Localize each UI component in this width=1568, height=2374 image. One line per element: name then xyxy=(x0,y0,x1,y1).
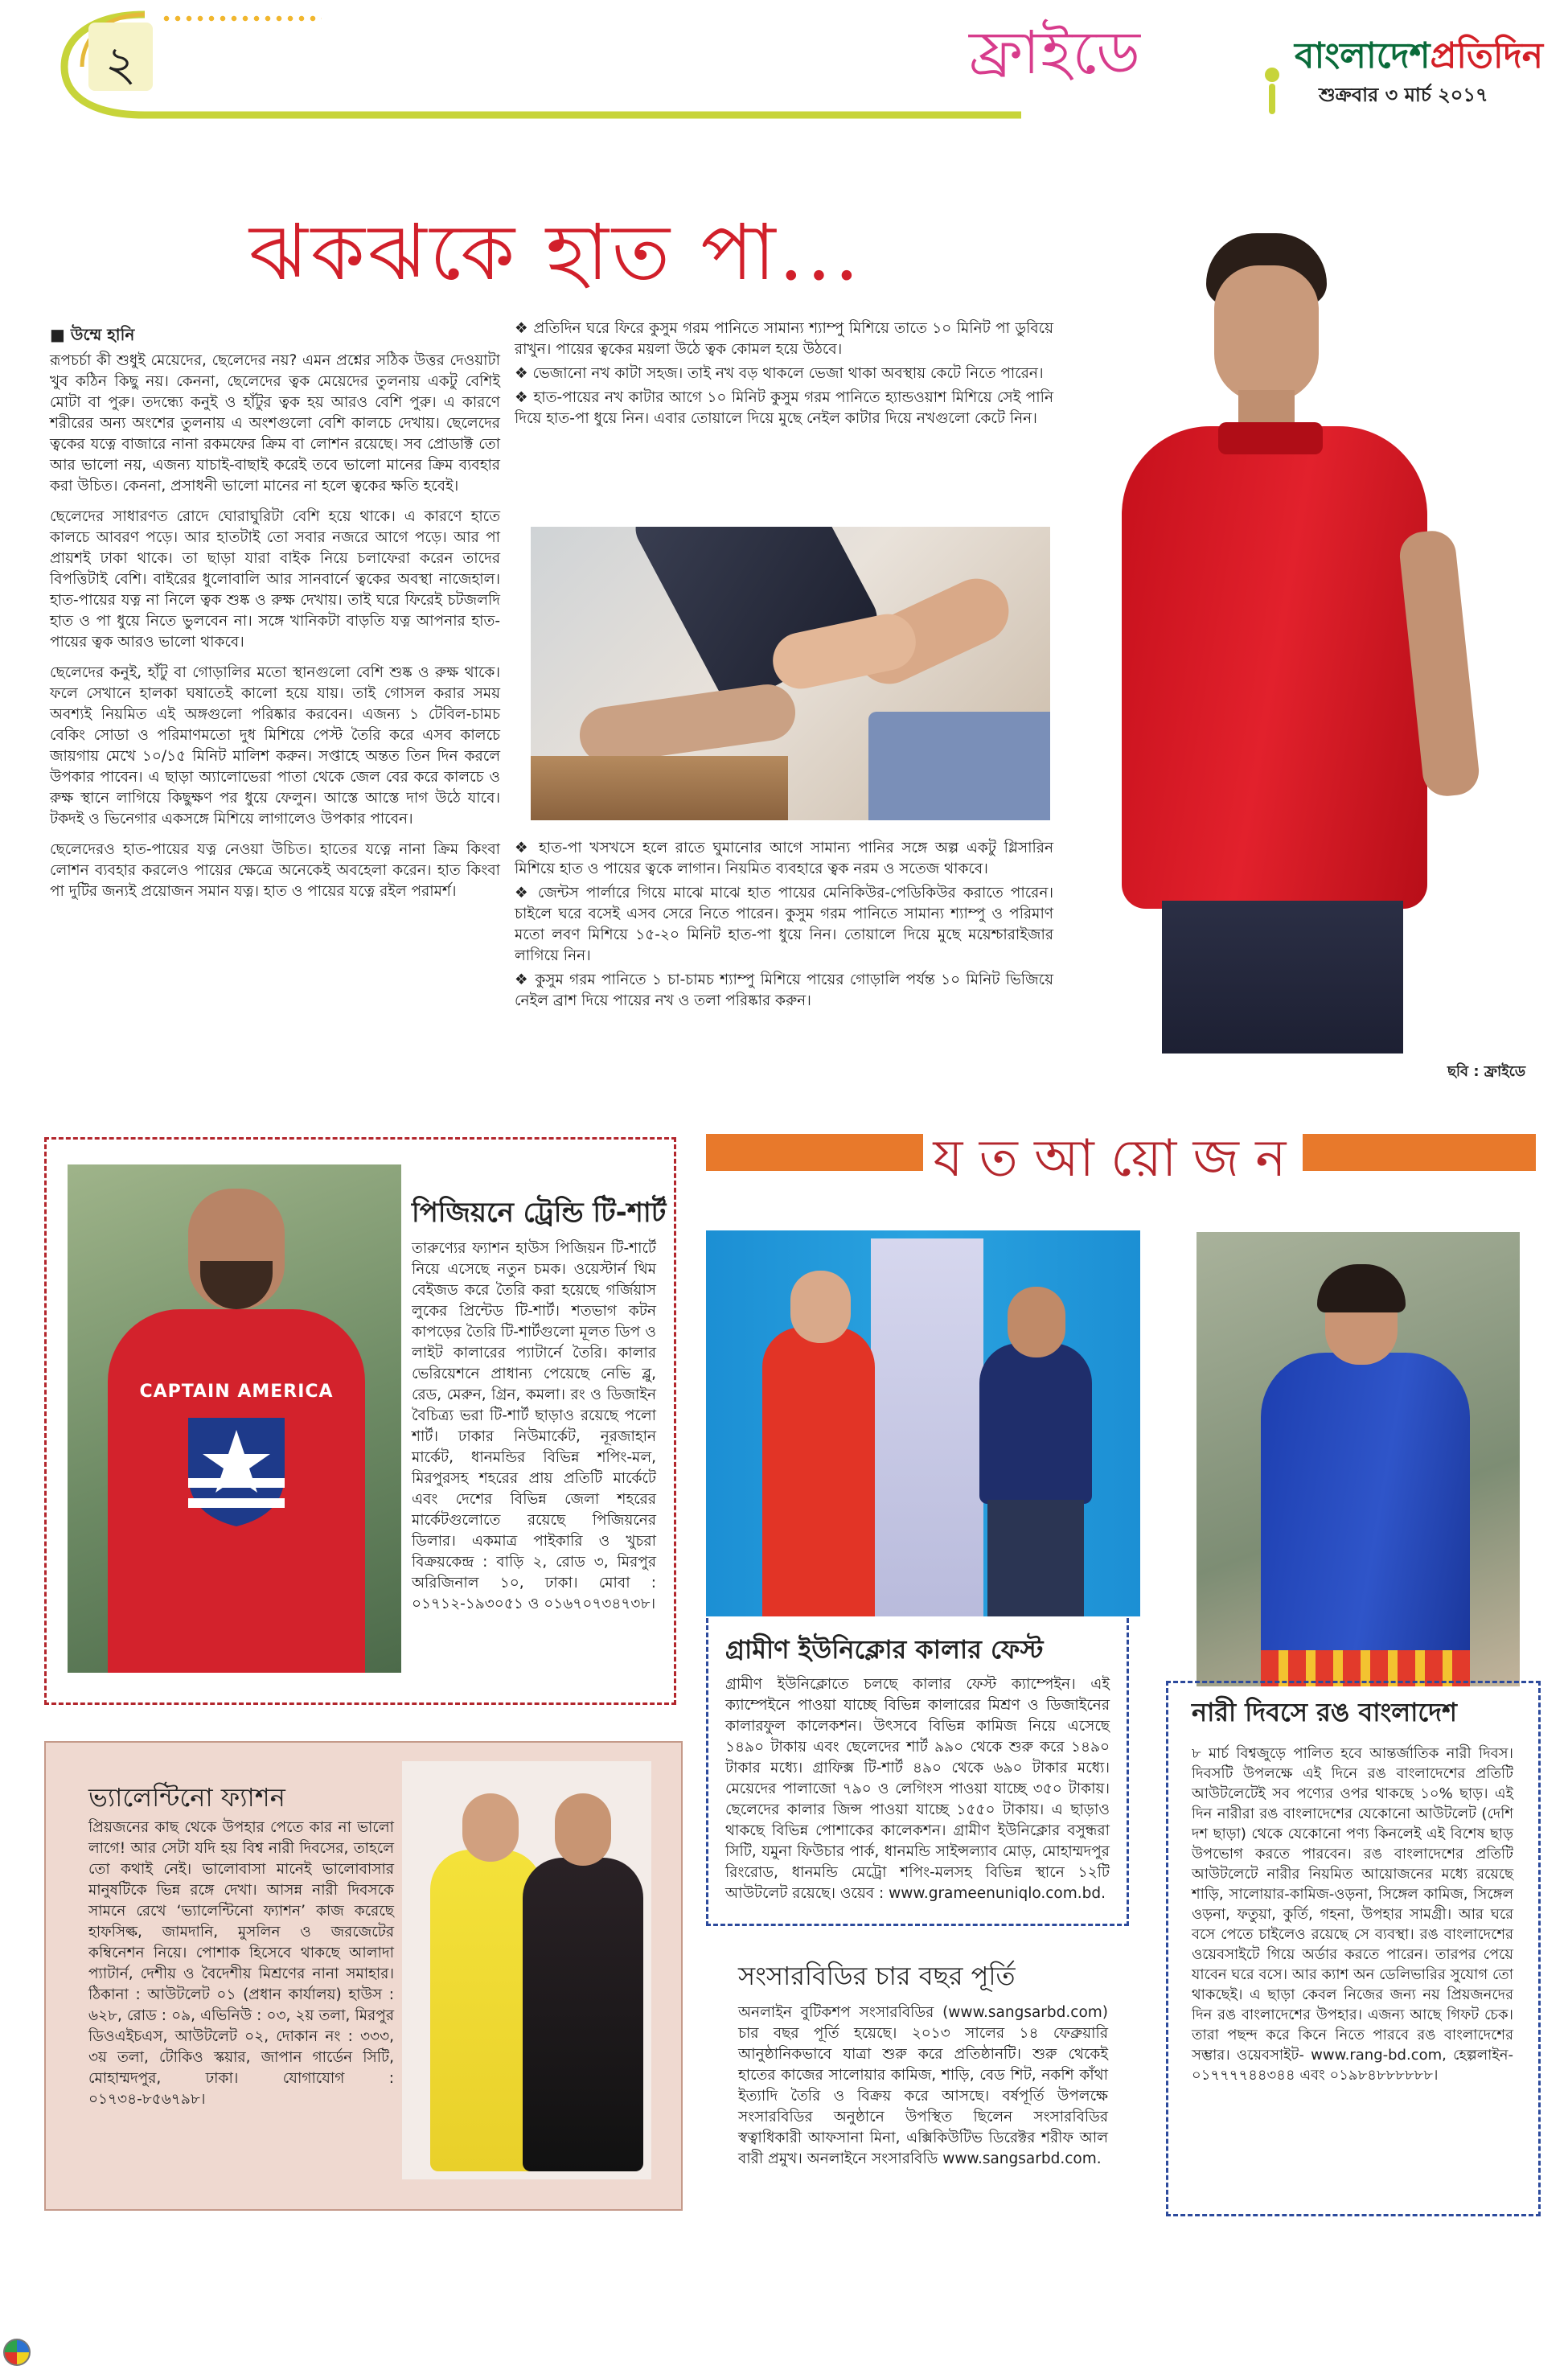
rang-ad-body: ৮ মার্চ বিশ্বজুড়ে পালিত হবে আন্তর্জাতিক নারী দিবস। দিবসটি উপলক্ষে এই দিনে রঙ বাংলাদেশের প্রতিটি আউটলেটেই সব পণ্যের ওপর থাকছে ১০% ছাড়। এই দিন নারীরা রঙ বাংলাদেশের যেকোনো আউটলেট (দেশি দশ ছাড়া) থেকে যেকোনো পণ্য কিনলেই এই বিশেষ ছাড় উপভোগ করতে পারবেন। রঙ বাংলাদেশের প্রতিটি আউটলেটে নারীর নিয়মিত আয়োজনের মধ্যে রয়েছে শাড়ি, সালোয়ার-কামিজ-ওড়না, সিঙ্গেল কামিজ, সিঙ্গেল ওড়না, ফতুয়া, কুর্তি, গহনা, উপহার সামগ্রী। আর ঘরে বসে পেতে চাইলেও রয়েছে সে ব্যবস্থা। রঙ বাংলাদেশের ওয়েবসাইটে গিয়ে অর্ডার করতে পারেন। তারপর পেয়ে যাবেন ঘরে বসে। আর ক্যাশ অন ডেলিভারির সুযোগ তো থাকছেই। এ ছাড়া কেবল নিজের জন্য নয় প্রিয়জনদের দিন রঙ বাংলাদেশের উপহার। এজন্য আছে গিফট চেক। তারা পছন্দ করে কিনে নিতে পারবে রঙ বাংলাদেশের সম্ভার। ওয়েবসাইট- www.rang-bd.com, হেল্পলাইন- ০১৭৭৭৭৪৪৩৪৪ এবং ০১৯৮৪৮৮৮৮৮৮। xyxy=(1192,1745,1513,2084)
trouser-leg xyxy=(627,527,885,710)
grameen-uniqlo-photo xyxy=(706,1230,1140,1616)
valentino-ad-body: প্রিয়জনের কাছ থেকে উপহার পেতে কার না ভালো লাগে! আর সেটা যদি হয় বিশ্ব নারী দিবসের, তাহলে তো কথাই নেই। ভালোবাসা মানেই ভালোবাসার মানুষটিকে ভিন্ন রঙ্গে দেখা। আসন্ন নারী দিবসকে সামনে রেখে ‘ভ্যালেন্টিনো ফ্যাশন’ কাজ করেছে হাফসিল্ক, জামদানি, মুসলিন ও জরজেটের কম্বিনেশন নিয়ে। পোশাক হিসেবে থাকছে আলাদা প্যাটার্ন, দেশীয় ও বৈদেশীয় মিশ্রণের নানা সমাহার। ঠিকানা : আউটলেট ০১ (প্রধান কার্যালয়) হাউস : ৬২৮, রোড : ০৯, এভিনিউ : ০৩, ২য় তলা, মিরপুর ডিওএইচএস, আউটলেট ০২, দোকান নং : ৩৩৩, ৩য় তলা, টোকিও স্কয়ার, জাপান গার্ডেন সিটি, মোহাম্মদপুর, ঢাকা। যোগাযোগ : ০১৭৩৪-৮৫৬৭৯৮। xyxy=(88,1819,394,2108)
valentino-ad-title: ভ্যালেন্টিনো ফ্যাশন xyxy=(88,1782,285,1813)
model-2-head xyxy=(555,1793,611,1866)
man-head xyxy=(1008,1287,1065,1357)
tip-item: ❖ প্রতিদিন ঘরে ফিরে কুসুম গরম পানিতে সামান্য শ্যাম্পু মিশিয়ে তাতে ১০ মিনিট পা ডুবিয়ে রাখুন। পায়ের ত্বকের ময়লা উঠে ত্বক কোমল হয়ে উঠবে। xyxy=(515,320,1053,358)
valentino-models-photo xyxy=(402,1761,651,2179)
tip-item: ❖ হাত-পায়ের নখ কাটার আগে ১০ মিনিট কুসুম গরম পানিতে হ্যান্ডওয়াশ মিশিয়ে সেই পানি দিয়ে হাত-পা ধুয়ে নিন। এবার তোয়ালে দিয়ে মুছে নেইল কাটার দিয়ে নখগুলো কেটে নিন। xyxy=(515,389,1053,427)
pigeon-model-photo xyxy=(68,1164,401,1673)
tip-item: ❖ কুসুম গরম পানিতে ১ চা-চামচ শ্যাম্পু মিশিয়ে পায়ের গোড়ালি পর্যন্ত ১০ মিনিট ভিজিয়ে নেইল ব্রাশ দিয়ে পায়ের নখ ও তলা পরিষ্কার করুন। xyxy=(515,971,1053,1009)
lime-dot xyxy=(1265,68,1279,82)
newspaper-logo xyxy=(1295,29,1543,88)
pigeon-ad-title: পিজিয়নে ট্রেন্ডি টি-শার্ট xyxy=(412,1197,667,1229)
lead-paragraph: রূপচর্চা কী শুধুই মেয়েদের, ছেলেদের নয়? এমন প্রশ্নের সঠিক উত্তর দেওয়াটা খুব কঠিন কিছু নয়। কেননা, ছেলেদের ত্বক মেয়েদের তুলনায় একটু বেশিই মোটা বা পুরু। তদন্ধ্যে কনুই ও হাঁটুর ত্বক হয় আরও বেশি পুরু। এ কারণে শরীরের অন্য অংশের তুলনায় এ অংশগুলো বেশি কালচে দেখায়। ছেলেদের ত্বকের যত্নে বাজারে নানা রকমফের ক্রিম বা লোশন রয়েছে। সব প্রোডাক্ট তো আর ভালো নয়, এজন্য যাচাই-বাছাই করেই তবে ভালো মানের ক্রিম ব্যবহার করা উচিত। কেননা, প্রসাধনী ভালো মানের না হলে ত্বকের ক্ষতি হবেই। xyxy=(50,352,500,495)
songsarbidi-body: অনলাইন বুটিকশপ সংসারবিডির (www.sangsarbd.com) চার বছর পূর্তি হয়েছে। ২০১৩ সালের ১৪ ফেব্রুয়ারি আনুষ্ঠানিকভাবে যাত্রা শুরু করে প্রতিষ্ঠানটি। শুরু থেকেই হাতের কাজের সালোয়ার কামিজ, শাড়ি, বেড শিট, নকশি কাঁথা ইত্যাদি তৈরি ও বিক্রয় করে আসছে। বর্ষপূর্তি উপলক্ষে সংসারবিডির অনুষ্ঠানে উপস্থিত ছিলেন সংসারবিডির স্বত্বাধিকারী আফসানা মিনা, এক্সিকিউটিভ ডিরেক্টর শরীফ আল বারী প্রমুখ। অনলাইনে সংসারবিডি www.sangsarbd.com. xyxy=(738,2004,1108,2167)
section-title: য ত আ য়ো জ ন xyxy=(933,1129,1287,1189)
model-face xyxy=(1214,265,1319,402)
model-jeans xyxy=(1162,901,1403,1054)
songsarbidi-title: সংসারবিডির চার বছর পূর্তি xyxy=(738,1961,1016,1991)
red-polo-shirt xyxy=(1122,426,1427,909)
tips-top-column xyxy=(515,318,1053,429)
lead-body-column xyxy=(50,351,500,902)
section-title-bar-left xyxy=(706,1134,923,1171)
rang-ad-title: নারী দিবসে রঙ বাংলাদেশ xyxy=(1192,1697,1457,1727)
woman-red-kurta xyxy=(762,1327,875,1616)
bare-foot xyxy=(576,681,798,767)
tip-item: ❖ ভেজানো নখ কাটা সহজ। তাই নখ বড় থাকলে ভেজা থাকা অবস্থায় কেটে নিতে পারেন। xyxy=(515,365,1044,382)
newspaper-name-part1: বাংলাদেশ xyxy=(1295,35,1430,76)
tip-item: ❖ জেন্টস পার্লারে গিয়ে মাঝে মাঝে হাত পায়ের মেনিকিউর-পেডিকিউর করাতে পারেন। চাইলে ঘরে বসেই এসব সেরে নিতে পারেন। কুসুম গরম পানিতে সামান্য শ্যাম্পু ও পরিমাণ মতো লবণ মিশিয়ে ১৫-২০ মিনিট হাত-পা ধুয়ে নিন। তোয়ালে দিয়ে মুছে ময়েশ্চারাইজার লাগিয়ে নিন। xyxy=(515,885,1053,964)
star-shield-icon xyxy=(180,1410,293,1530)
model-1-head xyxy=(462,1793,519,1862)
page-number: ২ xyxy=(105,36,137,92)
section-title-bar-right xyxy=(1303,1134,1536,1171)
woman-hair xyxy=(1317,1264,1406,1312)
man-navy-tshirt xyxy=(979,1343,1092,1504)
page-header xyxy=(0,0,1568,129)
tip-item: ❖ হাত-পা খসখসে হলে রাতে ঘুমানোর আগে সামান্য পানির সঙ্গে অল্প একটু গ্লিসারিন মিশিয়ে হাত ও পায়ের ত্বকে লাগান। নিয়মিত ব্যবহারে ত্বক নরম ও সতেজ থাকবে। xyxy=(515,840,1053,877)
lead-author: ■ উম্মে হানি xyxy=(50,325,135,344)
header-lime-curve xyxy=(32,6,1029,119)
lime-stem xyxy=(1269,84,1275,114)
photo-credit: ছবি : ফ্রাইডে xyxy=(1447,1063,1526,1080)
lead-title: ঝকঝকে হাত পা... xyxy=(249,207,863,298)
registration-mark-icon xyxy=(3,2339,31,2366)
polo-collar xyxy=(1218,422,1323,454)
tips-bottom-column xyxy=(515,838,1053,1012)
white-panel xyxy=(871,1238,983,1616)
woman-head xyxy=(790,1271,851,1343)
section-name: ফ্রাইডে xyxy=(969,18,1141,88)
lead-paragraph: ছেলেদেরও হাত-পায়ের যত্ন নেওয়া উচিত। হাতের যত্নে নানা ক্রিম কিংবা লোশন ব্যবহার করলেও পায়ের ক্ষেত্রে অনেকেই অবহেলা করেন। হাত কিংবা পা দুটির জন্যই প্রয়োজন সমান যত্ন। হাত ও পায়ের যত্নে রইল পরামর্শ। xyxy=(50,841,500,900)
pigeon-ad-body: তারুণ্যের ফ্যাশন হাউস পিজিয়ন টি-শার্টে নিয়ে এসেছে নতুন চমক। ওয়েস্টার্ন থিম বেইজড করে তৈরি করা হয়েছে গর্জিয়াস লুকের প্রিন্টেড টি-শার্ট। শতভাগ কটন কাপড়ের তৈরি টি-শার্টগুলো মূলত ডিপ ও লাইট কালারের প্যাটার্নে তৈরি। কালার ভেরিয়েশনে প্রাধান্য পেয়েছে নেভি ব্লু, রেড, মেরুন, গ্রিন, কমলা। রং ও ডিজাইন বৈচিত্র্য ভরা টি-শার্ট ছাড়াও রয়েছে পলো শার্ট। ঢাকার নিউমার্কেট, নূরজাহান মার্কেট, ধানমন্ডির বিভিন্ন শপিং-মল, মিরপুরসহ শহরের প্রায় প্রতিটি মার্কেটে এবং দেশের বিভিন্ন জেলা শহরের মার্কেটগুলোতে রয়েছে পিজিয়নের ডিলার। একমাত্র পাইকারি ও খুচরা বিক্রয়কেন্দ্র : বাড়ি ২, রোড ৩, মিরপুর অরিজিনাল ১০, ঢাকা। মোবা : ০১৭১২-১৯৩০৫১ ও ০১৬৭০৭৩৪৭৩৮। xyxy=(412,1240,656,1612)
lead-paragraph: ছেলেদের কনুই, হাঁটু বা গোড়ালির মতো স্থানগুলো বেশি শুষ্ক ও রুক্ষ থাকে। ফলে সেখানে হালকা ঘষাতেই কালো হয়ে যায়। তাই গোসল করার সময় অবশ্যই নিয়মিত এই অঙ্গগুলো পরিষ্কার করবেন। এজন্য ১ টেবিল-চামচ বেকিং সোডা ও পরিমাণমতো দুধ মিশিয়ে পেস্ট তৈরি করে এসব কালচে জায়গায় মেখে ১০/১৫ মিনিট মালিশ করুন। সপ্তাহে অন্তত তিন দিন করলে উপকার পাবেন। এ ছাড়া অ্যালোভেরা পাতা থেকে জেল বের করে কালচে ও রুক্ষ স্থানে লাগিয়ে কিছুক্ষণ পর ধুয়ে ফেলুন। আস্তে আস্তে দাগ উঠে যাবে। টকদই ও ভিনেগার একসঙ্গে মিশিয়ে লাগালেও উপকার পাবেন। xyxy=(50,664,500,828)
saree-body xyxy=(1261,1353,1470,1686)
towel xyxy=(868,712,1050,820)
black-gown xyxy=(523,1858,643,2171)
issue-date: শুক্রবার ৩ মার্চ ২০১৭ xyxy=(1319,84,1488,106)
grameen-ad-body: গ্রামীণ ইউনিক্লোতে চলছে কালার ফেস্ট ক্যাম্পেইন। এই ক্যাম্পেইনে পাওয়া যাচ্ছে বিভিন্ন কালারের মিশ্রণ ও ডিজাইনের কালারফুল কালেকশন। উৎসবে বিভিন্ন কামিজ নিয়ে এসেছে ১৪৯০ টাকায় এবং ছেলেদের শার্ট ৯৯০ থেকে শুরু করে ১৪৯০ টাকার মধ্যে। গ্রাফিক্স টি-শার্ট ৪৯০ থেকে ৬৯০ টাকার মধ্যে। মেয়েদের পালাজো ৭৯০ ও লেগিংস পাওয়া যাচ্ছে ৩৫০ টাকায়। ছেলেদের কালার জিন্স পাওয়া যাচ্ছে ১৫৫০ টাকায়। এ ছাড়াও থাকছে বিভিন্ন পোশাকের কালেকশন। গ্রামীণ ইউনিক্লোর বসুন্ধরা সিটি, যমুনা ফিউচার পার্ক, ধানমন্ডি সাইন্সল্যাব মোড়, মোহাম্মদপুর রিংরোড, ধানমন্ডি মেট্রো শপিং-মলসহ বিভিন্ন স্থানে ১২টি আউটলেট রয়েছে। ওয়েব : www.grameenuniqlo.com.bd. xyxy=(725,1676,1110,1902)
newspaper-name-part2: প্রতিদিন xyxy=(1430,35,1543,76)
man-jeans xyxy=(987,1500,1084,1616)
wooden-board xyxy=(531,756,788,820)
model-red-polo-photo xyxy=(1065,233,1532,1054)
tshirt-print-text: CAPTAIN AMERICA xyxy=(139,1382,334,1402)
manicure-photo xyxy=(531,527,1050,820)
lead-paragraph: ছেলেদের সাধারণত রোদে ঘোরাঘুরিটা বেশি হয়ে থাকে। এ কারণে হাতে কালচে আবরণ পড়ে। আর হাতটাই তো সবার নজরে আগে পড়ে। আর পা প্রায়শই ঢাকা থাকে। তা ছাড়া যারা বাইক নিয়ে চলাফেরা করেন তাদের বিপত্তিটাই বেশি। বাইরের ধুলোবালি আর সানবার্নে ত্বকের অবস্থা নাজেহাল। হাত-পায়ের যত্ন না নিলে ত্বক শুষ্ক ও রুক্ষ দেখায়। তাই ঘরে ফিরেই চটজলদি হাত ও পা ধুয়ে নিতে ভুলবেন না। সঙ্গে খানিকটা বাড়তি যত্ন আপনার হাত-পায়ের ত্বক আরও ভালো থাকবে। xyxy=(50,508,500,651)
dotted-ornament xyxy=(161,14,322,23)
rang-saree-photo xyxy=(1197,1232,1520,1686)
grameen-ad-title: গ্রামীণ ইউনিক্লোর কালার ফেস্ট xyxy=(725,1634,1044,1665)
